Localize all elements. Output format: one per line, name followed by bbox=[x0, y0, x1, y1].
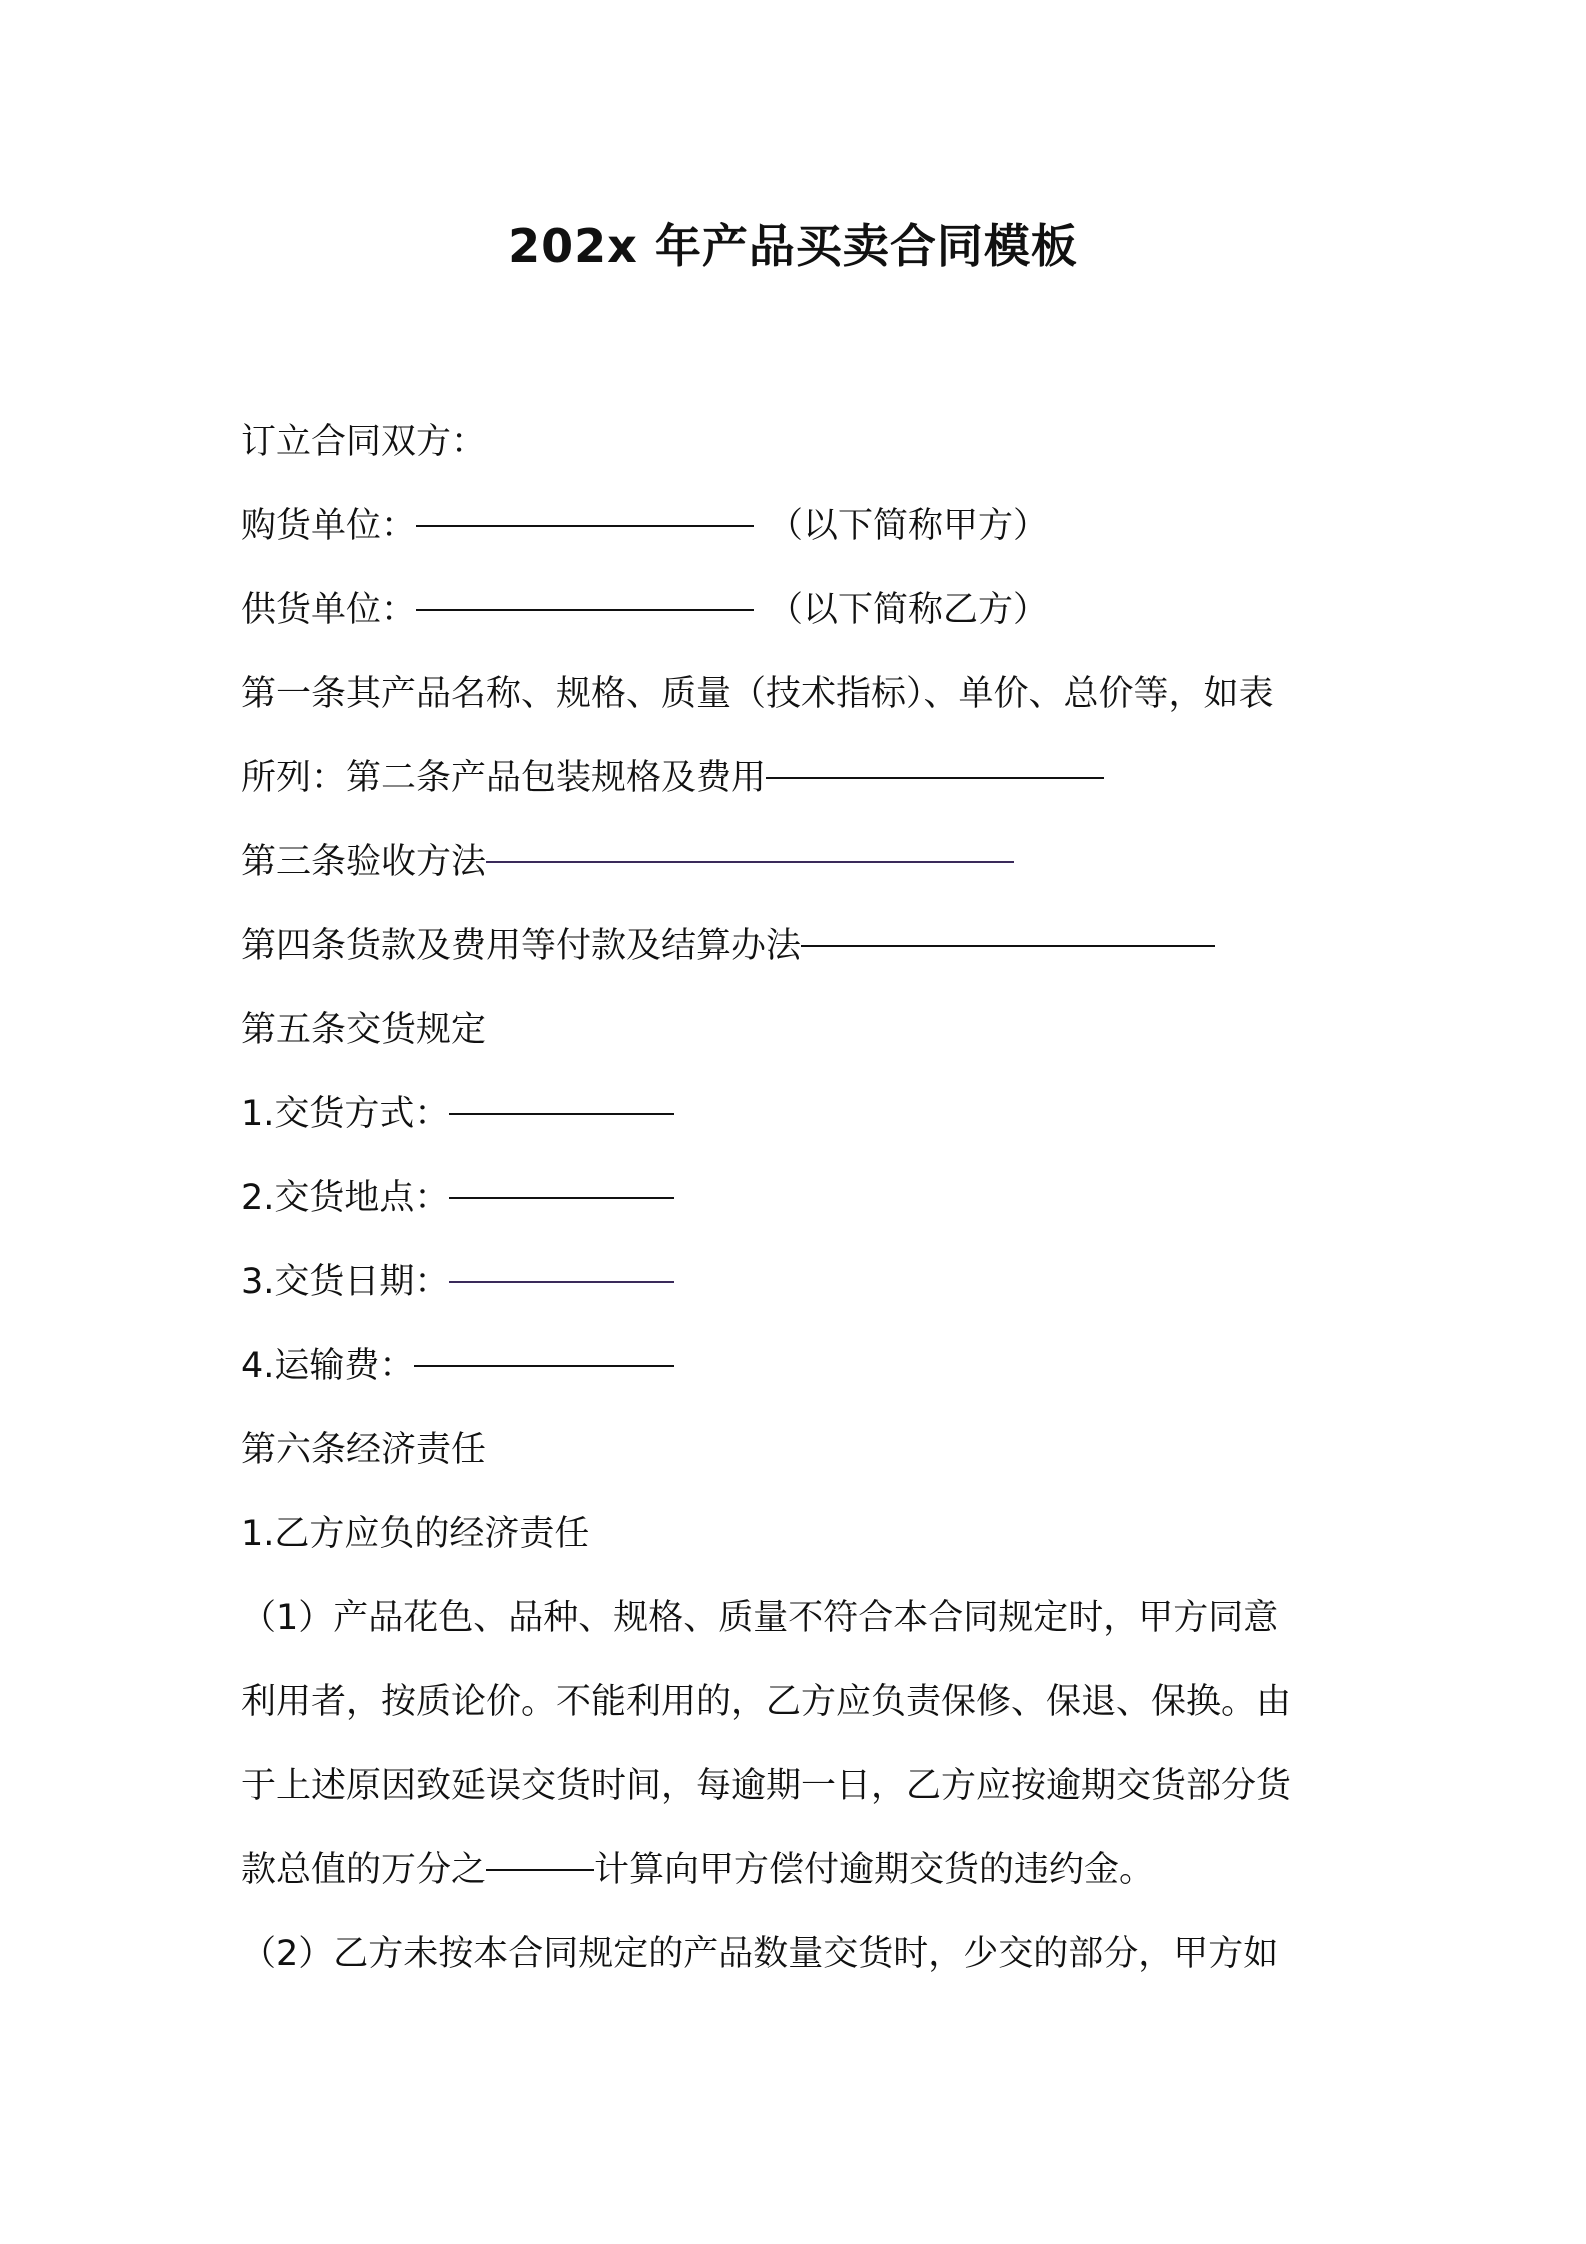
article-1-text: 第一条其产品名称、规格、质量（技术指标）、单价、总价等，如表 bbox=[241, 674, 1274, 714]
delivery-place-blank-field[interactable] bbox=[449, 1196, 674, 1199]
clause-2-line-1 bbox=[241, 1912, 1351, 1996]
contract-body bbox=[241, 400, 1351, 1996]
clause-1-line-4 bbox=[241, 1828, 1351, 1912]
article-2-text: 所列：第二条产品包装规格及费用 bbox=[241, 758, 767, 798]
clause-1-line-1 bbox=[241, 1576, 1351, 1660]
buyer-blank-field[interactable] bbox=[416, 524, 754, 527]
penalty-rate-blank-field[interactable] bbox=[486, 1868, 594, 1871]
article-4-text: 第四条货款及费用等付款及结算办法 bbox=[241, 926, 802, 966]
article-4-line bbox=[241, 904, 1351, 988]
page-title: 202x 年产品买卖合同模板 bbox=[508, 219, 1078, 273]
inspection-blank-field[interactable] bbox=[486, 860, 1014, 863]
clause-1-line-3 bbox=[241, 1744, 1351, 1828]
clause-2-text-1: （2）乙方未按本合同规定的产品数量交货时，少交的部分，甲方如 bbox=[241, 1934, 1279, 1974]
packaging-blank-field[interactable] bbox=[766, 776, 1104, 779]
delivery-place-line bbox=[241, 1156, 1351, 1240]
article-6-line bbox=[241, 1408, 1351, 1492]
delivery-date-blank-field[interactable] bbox=[449, 1280, 674, 1283]
clause-1-text-4-prefix: 款总值的万分之 bbox=[241, 1850, 487, 1890]
article-6-1-line bbox=[241, 1492, 1351, 1576]
article-1-line-2 bbox=[241, 736, 1351, 820]
delivery-date-label: 3.交货日期： bbox=[241, 1262, 450, 1302]
buyer-suffix: （以下简称甲方） bbox=[768, 506, 1049, 546]
seller-label: 供货单位： bbox=[241, 590, 417, 630]
buyer-line bbox=[241, 484, 1351, 568]
freight-blank-field[interactable] bbox=[414, 1364, 674, 1367]
article-3-text: 第三条验收方法 bbox=[241, 842, 487, 882]
article-6-1-text: 1.乙方应负的经济责任 bbox=[241, 1514, 590, 1554]
buyer-label: 购货单位： bbox=[241, 506, 417, 546]
payment-blank-field[interactable] bbox=[801, 944, 1215, 947]
delivery-place-label: 2.交货地点： bbox=[241, 1178, 450, 1218]
delivery-date-line bbox=[241, 1240, 1351, 1324]
freight-line bbox=[241, 1324, 1351, 1408]
article-5-line bbox=[241, 988, 1351, 1072]
clause-1-text-2: 利用者，按质论价。不能利用的，乙方应负责保修、保退、保换。由 bbox=[241, 1682, 1292, 1722]
clause-1-line-2 bbox=[241, 1660, 1351, 1744]
delivery-method-blank-field[interactable] bbox=[449, 1112, 674, 1115]
seller-line bbox=[241, 568, 1351, 652]
article-6-text: 第六条经济责任 bbox=[241, 1430, 487, 1470]
seller-blank-field[interactable] bbox=[416, 608, 754, 611]
delivery-method-line bbox=[241, 1072, 1351, 1156]
article-3-line bbox=[241, 820, 1351, 904]
article-1-line-1 bbox=[241, 652, 1351, 736]
freight-label: 4.运输费： bbox=[241, 1346, 415, 1386]
delivery-method-label: 1.交货方式： bbox=[241, 1094, 450, 1134]
clause-1-text-1: （1）产品花色、品种、规格、质量不符合本合同规定时，甲方同意 bbox=[241, 1598, 1279, 1638]
clause-1-text-4-suffix: 计算向甲方偿付逾期交货的违约金。 bbox=[594, 1850, 1155, 1890]
clause-1-text-3: 于上述原因致延误交货时间，每逾期一日，乙方应按逾期交货部分货 bbox=[241, 1766, 1292, 1806]
seller-suffix: （以下简称乙方） bbox=[768, 590, 1049, 630]
article-5-text: 第五条交货规定 bbox=[241, 1010, 487, 1050]
parties-heading bbox=[241, 400, 1351, 484]
parties-heading-text: 订立合同双方： bbox=[241, 422, 487, 462]
